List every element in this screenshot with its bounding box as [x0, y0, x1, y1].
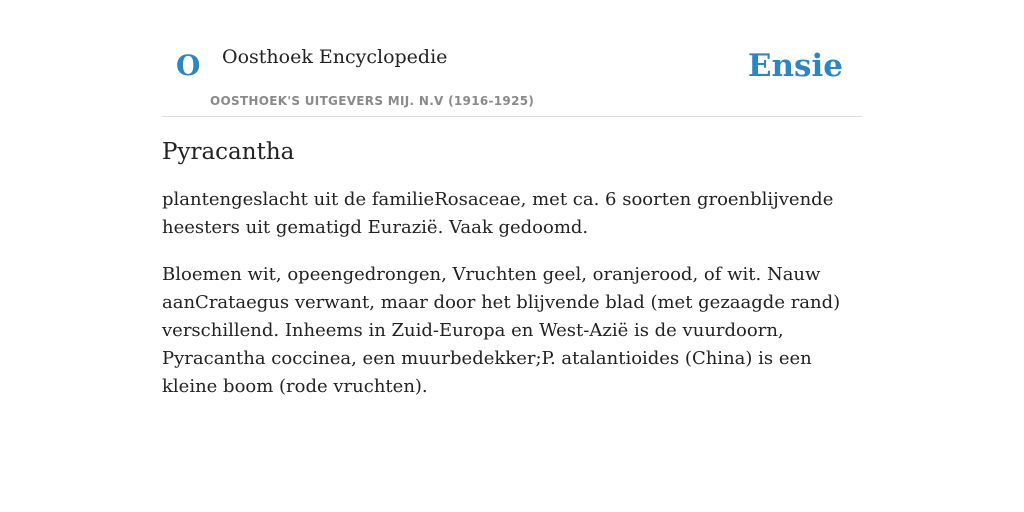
article-title: Pyracantha [162, 139, 295, 165]
oosthoek-logo[interactable]: O [176, 49, 201, 82]
site-header [162, 0, 862, 117]
article-paragraph: Bloemen wit, opeengedrongen, Vruchten geel, oranjerood, of wit. Nauw aanCrataegus verwant, maar door het blijvende blad (met gezaagde rand) verschillend. Inheems in Zuid-Europa en West-Azië is de vuurdoorn, Pyracantha coccinea, een muurbedekker;P. atalantioides (China) is een kleine boom (rode vruchten). [162, 263, 841, 397]
article-paragraph: plantengeslacht uit de familieRosaceae, met ca. 6 soorten groenblijvende heesters uit gematigd Eurazië. Vaak gedoomd. [162, 188, 834, 238]
site-title-link[interactable]: Oosthoek Encyclopedie [222, 46, 448, 68]
ensie-brand-link[interactable]: Ensie [747, 48, 843, 84]
article [162, 138, 862, 420]
publisher-label: OOSTHOEK'S UITGEVERS MIJ. N.V (1916-1925) [210, 94, 535, 108]
